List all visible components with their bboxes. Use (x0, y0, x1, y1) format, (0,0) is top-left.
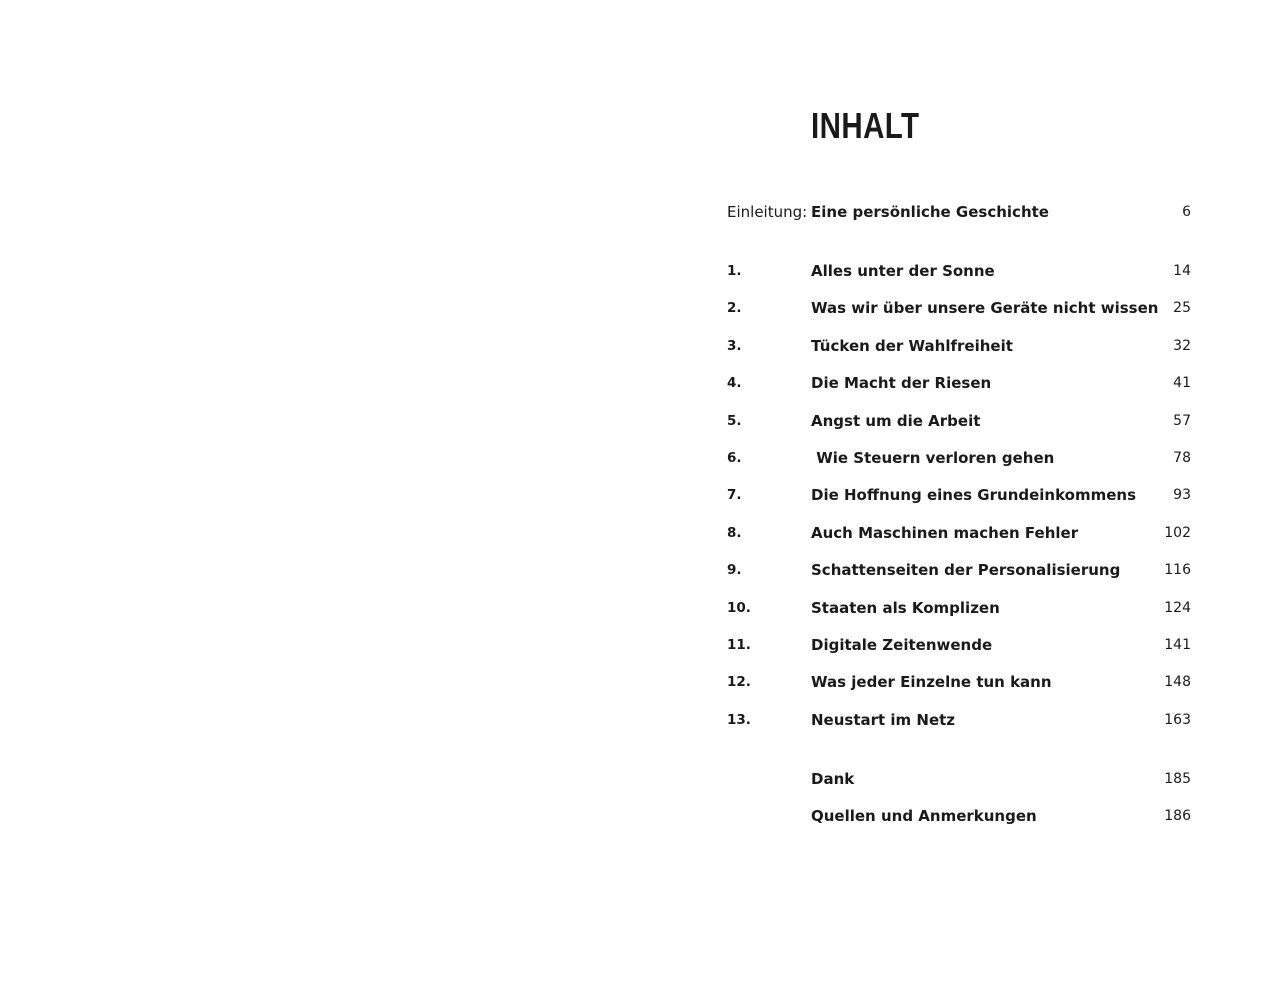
toc-entry-chapter-7[interactable] (727, 483, 1191, 507)
toc-entry-label: Angst um die Arbeit (811, 412, 981, 430)
toc-entry-label: Staaten als Komplizen (811, 599, 1000, 617)
toc-entry-label: Alles unter der Sonne (811, 262, 995, 280)
toc-entry-page: 102 (1164, 525, 1191, 541)
toc-entry-page: 6 (1182, 204, 1191, 220)
toc-entry-label: Neustart im Netz (811, 711, 956, 729)
toc-entry-page: 41 (1173, 375, 1191, 391)
toc-entry-page: 14 (1173, 263, 1191, 279)
toc-entry-chapter-12[interactable] (727, 670, 1191, 694)
toc-entry-intro[interactable] (727, 200, 1191, 224)
toc-entry-dank[interactable] (727, 767, 1191, 791)
toc-entry-number: 9. (727, 562, 742, 578)
toc-entry-number: 6. (727, 450, 742, 466)
toc-entry-label: Eine persönliche Geschichte (811, 203, 1049, 221)
toc-entry-number: 7. (727, 487, 742, 503)
toc-entry-page: 93 (1173, 487, 1191, 503)
toc-entry-number: 1. (727, 263, 742, 279)
toc-entry-label: Tücken der Wahlfreiheit (811, 337, 1013, 355)
toc-entry-chapter-8[interactable] (727, 521, 1191, 545)
toc-entry-chapter-9[interactable] (727, 558, 1191, 582)
toc-entry-page: 186 (1164, 808, 1191, 824)
toc-entry-chapter-2[interactable] (727, 296, 1191, 320)
toc-entry-label: Was wir über unsere Geräte nicht wissen (811, 299, 1159, 317)
toc-entry-number: 5. (727, 413, 742, 429)
toc-entry-page: 57 (1173, 413, 1191, 429)
toc-entry-page: 78 (1173, 450, 1191, 466)
toc-entry-label: Auch Maschinen machen Fehler (811, 524, 1079, 542)
toc-entry-number: 12. (727, 674, 751, 690)
toc-entry-page: 141 (1164, 637, 1191, 653)
toc-entry-number: 3. (727, 338, 742, 354)
toc-entry-number: 2. (727, 300, 742, 316)
toc-entry-page: 116 (1164, 562, 1191, 578)
toc-entry-chapter-1[interactable] (727, 259, 1191, 283)
toc-entry-chapter-11[interactable] (727, 633, 1191, 657)
toc-entry-chapter-4[interactable] (727, 371, 1191, 395)
toc-entry-page: 32 (1173, 338, 1191, 354)
toc-entry-chapter-10[interactable] (727, 596, 1191, 620)
toc-entry-label: Dank (811, 770, 855, 788)
toc-entry-label: Was jeder Einzelne tun kann (811, 673, 1052, 691)
toc-entry-label: Digitale Zeitenwende (811, 636, 993, 654)
toc-entry-quellen[interactable] (727, 804, 1191, 828)
toc-entry-number: 4. (727, 375, 742, 391)
toc-entry-number: Einleitung: (727, 203, 808, 221)
toc-entry-number: 13. (727, 712, 751, 728)
toc-entry-chapter-13[interactable] (727, 708, 1191, 732)
toc-entry-page: 124 (1164, 600, 1191, 616)
toc-entry-number: 8. (727, 525, 742, 541)
toc-entry-page: 163 (1164, 712, 1191, 728)
toc-entry-chapter-3[interactable] (727, 334, 1191, 358)
toc-title: INHALT (811, 105, 920, 146)
toc-entry-label: Wie Steuern verloren gehen (811, 449, 1055, 467)
toc-entry-number: 10. (727, 600, 751, 616)
toc-entry-label: Die Hoffnung eines Grundeinkommens (811, 486, 1137, 504)
toc-entry-label: Die Macht der Riesen (811, 374, 992, 392)
toc-entry-label: Quellen und Anmerkungen (811, 807, 1037, 825)
toc-entry-page: 185 (1164, 771, 1191, 787)
toc-entry-page: 148 (1164, 674, 1191, 690)
toc-entry-page: 25 (1173, 300, 1191, 316)
toc-entry-chapter-6[interactable] (727, 446, 1191, 470)
toc-entry-chapter-5[interactable] (727, 409, 1191, 433)
toc-entry-number: 11. (727, 637, 751, 653)
toc-entry-label: Schattenseiten der Personalisierung (811, 561, 1121, 579)
